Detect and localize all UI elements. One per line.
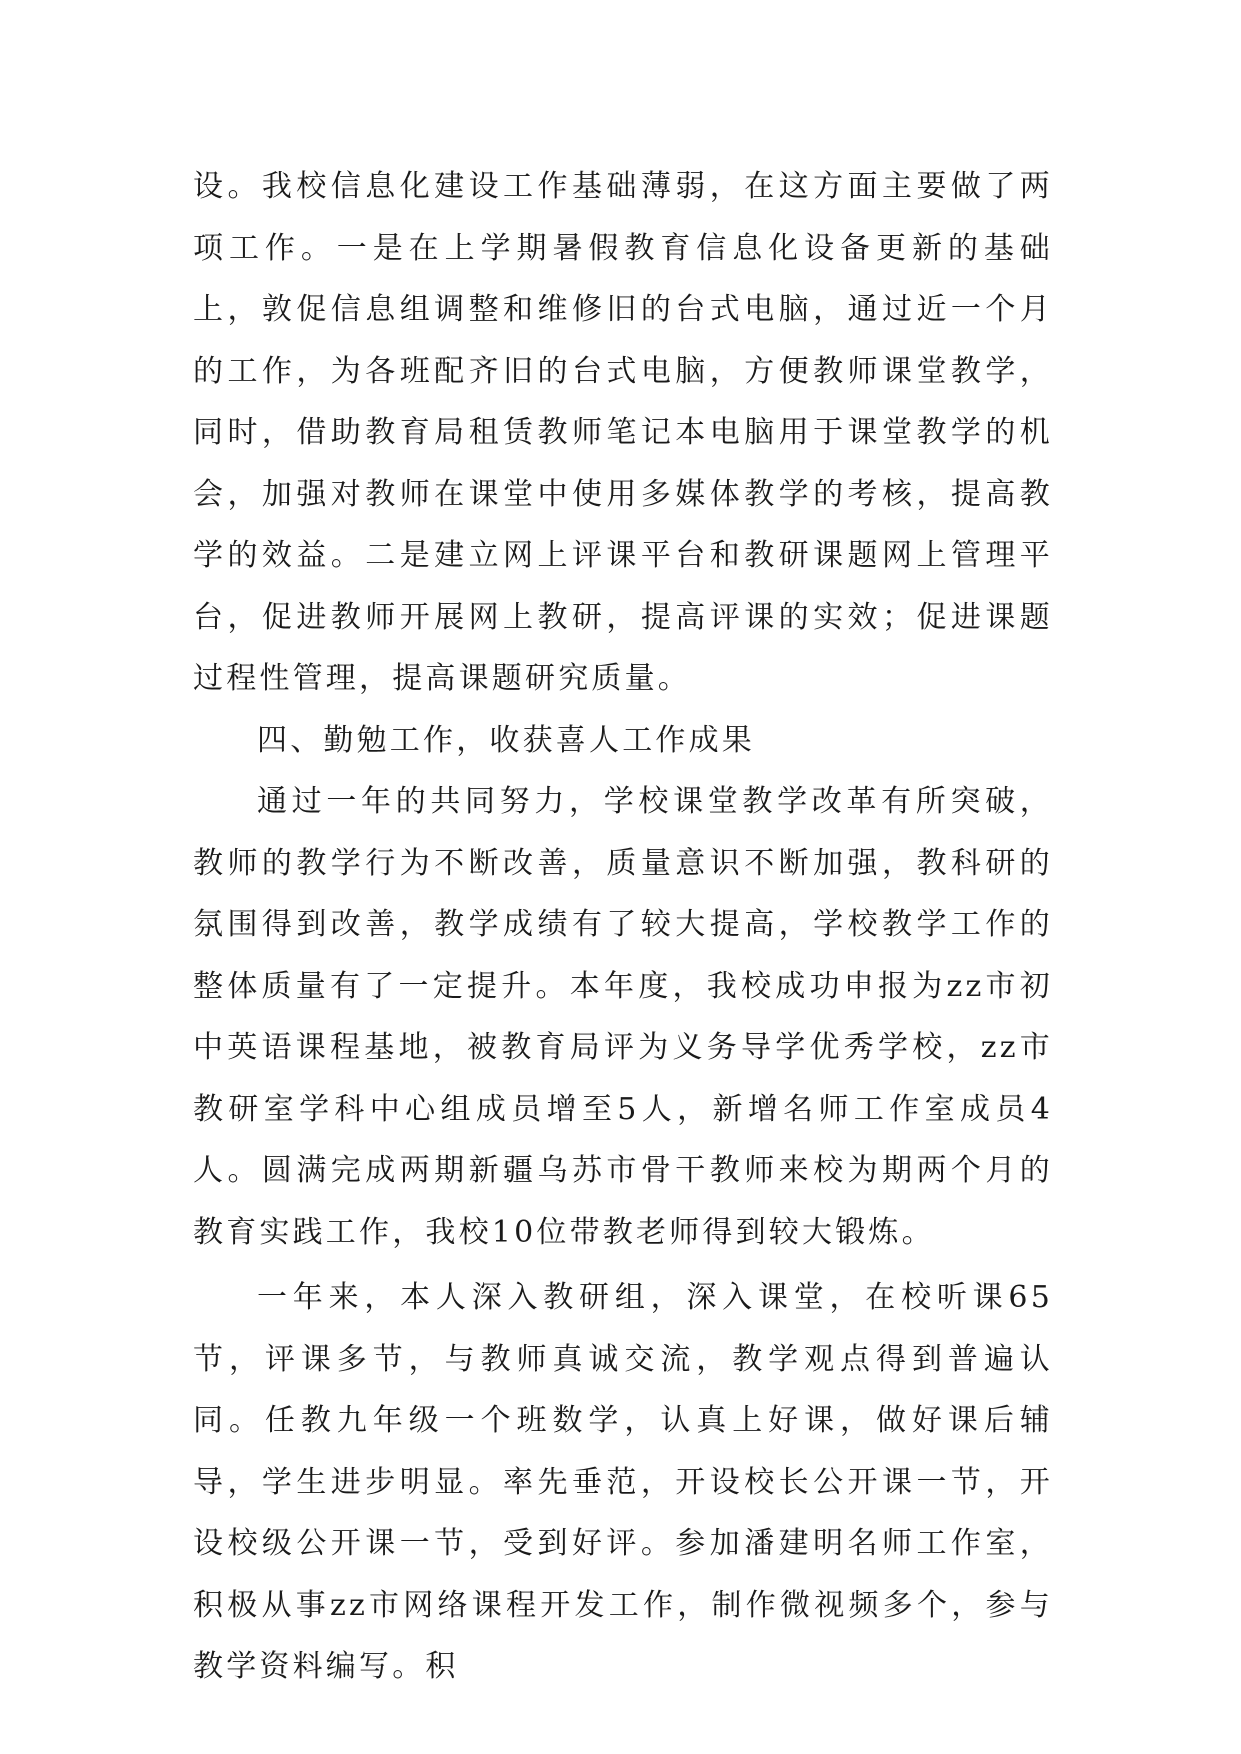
document-body <box>193 156 1053 1698</box>
section-heading-achievements: 四、勤勉工作，收获喜人工作成果 <box>257 722 755 758</box>
paragraph-infrastructure: 设。我校信息化建设工作基础薄弱，在这方面主要做了两项工作。一是在上学期暑假教育信息化设备更新的基础上，敦促信息组调整和维修旧的台式电脑，通过近一个月的工作，为各班配齐旧的台式电脑，方便教师课堂教学，同时，借助教育局租赁教师笔记本电脑用于课堂教学的机会，加强对教师在课堂中使用多媒体教学的考核，提高教学的效益。二是建立网上评课平台和教研课题网上管理平台，促进教师开展网上教研，提高评课的实效；促进课题过程性管理，提高课题研究质量。 <box>193 169 1053 696</box>
paragraph-achievements: 通过一年的共同努力，学校课堂教学改革有所突破，教师的教学行为不断改善，质量意识不断加强，教科研的氛围得到改善，教学成绩有了较大提高，学校教学工作的整体质量有了一定提升。本年度，我校成功申报为zz市初中英语课程基地，被教育局评为义务导学优秀学校，zz市教研室学科中心组成员增至5人，新增名师工作室成员4人。圆满完成两期新疆乌苏市骨干教师来校为期两个月的教育实践工作，我校10位带教老师得到较大锻炼。 <box>193 784 1053 1250</box>
paragraph-personal-work: 一年来，本人深入教研组，深入课堂，在校听课65节，评课多节，与教师真诚交流，教学观点得到普遍认同。任教九年级一个班数学，认真上好课，做好课后辅导，学生进步明显。率先垂范，开设校长公开课一节，开设校级公开课一节，受到好评。参加潘建明名师工作室，积极从事zz市网络课程开发工作，制作微视频多个，参与教学资料编写。积 <box>193 1280 1053 1684</box>
